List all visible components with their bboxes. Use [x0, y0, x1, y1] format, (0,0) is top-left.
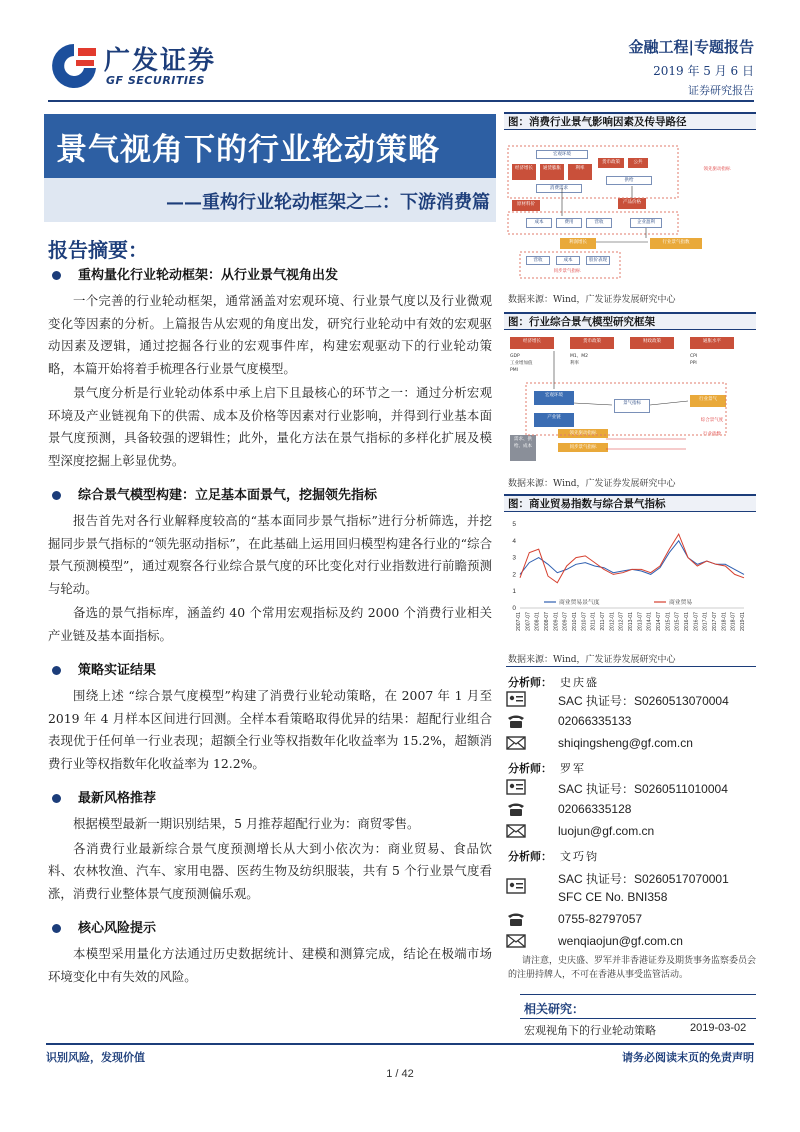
id-card-icon [506, 878, 526, 894]
x-tick-label: 2018-01 [721, 612, 728, 632]
id-card-icon [506, 691, 526, 707]
footer-divider [46, 1043, 754, 1045]
diagram-node: 营收 [586, 218, 612, 228]
y-tick-label: 5 [512, 521, 516, 528]
diagram-node: 通货膨胀 [540, 164, 564, 180]
paragraph: 备选的景气指标库，涵盖约 40 个常用宏观指标及约 2000 个消费行业相关产业链及基本面指标。 [48, 605, 492, 643]
x-tick-label: 2012-01 [609, 612, 616, 632]
diagram-label: 同步景气指标 [553, 269, 581, 274]
mail-icon [506, 823, 526, 839]
footer-disclaimer: 请务必阅读末页的免责声明 [622, 1051, 754, 1064]
diagram-node: 通胀水平 [690, 337, 734, 349]
x-tick-label: 2015-07 [674, 612, 681, 632]
section-heading: 综合景气模型构建：立足基本面景气，挖掘领先指标 [48, 484, 492, 508]
diagram-label: M1、M2 利率 [570, 354, 588, 366]
diagram-label: CPI PPI [690, 354, 698, 366]
related-report-date: 2019-03-02 [690, 1022, 747, 1034]
legend-label: 商业贸易景气度 [559, 600, 600, 606]
paragraph: 报告首先对各行业解释度较高的“基本面同步景气指标”进行分析筛选，并挖掘同步景气指标的“领先驱动指标”，在此基础上运用回归模型构建各行业的“综合景气预测模型”，通过观察各行业综合景气度的环比变化对行业指数进行前瞻预测与轮动。 [48, 513, 492, 596]
y-tick-label: 2 [512, 571, 516, 579]
x-tick-label: 2014-07 [656, 612, 662, 632]
diagram-node: 行业景气指数 [650, 238, 702, 249]
diagram-node: 经济增长 [510, 337, 554, 349]
report-title: 景气视角下的行业轮动策略 [56, 132, 440, 168]
figure-1-title: 图：消费行业景气影响因素及传导路径 [504, 112, 756, 130]
x-tick-label: 2010-07 [581, 612, 588, 632]
diagram-node: 利率 [568, 164, 592, 180]
paragraph: 各消费行业最新综合景气度预测增长从大到小依次为：商业贸易、食品饮料、农林牧渔、汽车、家用电器、医药生物及纺织服装，共有 5 个行业景气度看涨，消费行业整体景气度预测偏乐观。 [48, 840, 492, 901]
analyst-heading: 分析师： 史庆盛 [508, 676, 599, 689]
phone-icon [506, 713, 526, 729]
diagram-node: 景气指标 [614, 399, 650, 413]
diagram-node: 行业景气 [690, 395, 726, 407]
report-subtitle: ——重构行业轮动框架之二：下游消费篇 [166, 192, 490, 213]
figure-3-source: 数据来源：Wind，广发证券发展研究中心 [508, 655, 676, 665]
diagram-node: 费用 [556, 218, 582, 228]
diagram-label: 领先驱动指标 [703, 167, 731, 172]
diagram-arrows [506, 142, 756, 287]
paragraph: 景气度分析是行业轮动体系中承上启下且最核心的环节之一：通过分析宏观环境及产业链视角下的供需、成本及价格等因素对行业影响，并得到行业基本面景气度预测，具备较强的逻辑性；此外，量化方法在景气指标的多样化扩展及模型深度挖掘上彰显优势。 [48, 385, 492, 468]
diagram-node: 宏观环境 [534, 391, 574, 405]
section-heading: 核心风险提示 [48, 917, 492, 941]
header-divider [48, 100, 754, 102]
report-type: 证券研究报告 [688, 84, 754, 97]
figure-1-source: 数据来源：Wind，广发证券发展研究中心 [508, 295, 676, 305]
diagram-node: 成本 [526, 218, 552, 228]
phone-icon [506, 911, 526, 927]
x-tick-label: 2015-01 [665, 612, 672, 632]
bullet-icon [52, 666, 61, 675]
diagram-node: 货币政策 [570, 337, 614, 349]
logo-chinese-name: 广发证券 [104, 46, 217, 76]
section-heading: 重构量化行业轮动框架：从行业景气视角出发 [48, 264, 492, 288]
bullet-icon [52, 924, 61, 933]
x-tick-label: 2013-07 [637, 612, 644, 632]
paragraph: 根据模型最新一期识别结果，5 月推荐超配行业为：商贸零售。 [73, 816, 420, 831]
bullet-icon [52, 491, 61, 500]
y-tick-label: 0 [512, 605, 516, 612]
x-tick-label: 2017-07 [712, 612, 718, 632]
diagram-node: 消费需求 [536, 184, 582, 193]
x-tick-label: 2018-07 [730, 612, 737, 632]
diagram-node: 需求、供给、成本 [510, 435, 536, 461]
diagram-node: 利润增长 [560, 238, 596, 249]
x-tick-label: 2009-07 [562, 612, 569, 632]
figure-3-title: 图：商业贸易指数与综合景气指标 [504, 494, 756, 512]
analyst-heading: 分析师： 罗军 [508, 762, 586, 775]
diagram-arrows [506, 333, 756, 473]
x-tick-label: 2011-01 [590, 612, 597, 631]
diagram-node: 同步景气指标 [558, 443, 608, 452]
paragraph: 围绕上述 “综合景气度模型”构建了消费行业轮动策略，在 2007 年 1 月至 2019 年 4 月样本区间进行回测。全样本看策略取得优异的结果：超配行业组合表现优于任何单一行业表现；超额全行业等权指数年化收益率为 15.2%，超额消费行业等权指数年化收益率为 12.2%。 [48, 688, 492, 771]
diagram-node: 企业盈利 [630, 218, 662, 228]
bullet-icon [52, 794, 61, 803]
y-tick-label: 3 [512, 554, 516, 562]
summary-body [48, 264, 492, 988]
related-divider [520, 1018, 756, 1019]
diagram-label: GDP 工业增加值 PMI [510, 354, 533, 373]
y-tick-label: 4 [512, 537, 516, 545]
id-card-icon [506, 779, 526, 795]
report-category: 金融工程|专题报告 [628, 38, 754, 56]
diagram-node: 宏观环境 [536, 150, 588, 159]
diagram-node: 原材料价 [512, 200, 540, 211]
section-heading: 策略实证结果 [48, 659, 492, 683]
series-line [520, 534, 744, 583]
x-tick-label: 2007-01 [516, 612, 522, 632]
regulatory-note: 请注意，史庆盛、罗军并非香港证券及期货事务监察委员会的注册持牌人，不可在香港从事受监管活动。 [508, 956, 757, 980]
logo-english-name: GF SECURITIES [106, 74, 205, 87]
gf-logo-icon [48, 42, 100, 90]
related-report-link[interactable]: 宏观视角下的行业轮动策略 [524, 1024, 656, 1037]
paragraph: 一个完善的行业轮动框架，通常涵盖对宏观环境、行业景气度以及行业微观变化等因素的分析。上篇报告从宏观的角度出发，研究行业轮动中有效的宏观驱动因素及逻辑，通过挖掘各行业的宏观事件库，构建宏观驱动下的行业轮动策略，本篇开始将着手梳理各行业景气度模型。 [48, 293, 492, 376]
x-tick-label: 2014-01 [646, 612, 653, 632]
diagram-node: 营收 [526, 256, 550, 265]
x-tick-label: 2016-07 [693, 612, 700, 632]
x-tick-label: 2012-07 [618, 612, 625, 632]
figure-2-title: 图：行业综合景气模型研究框架 [504, 312, 756, 330]
analyst-heading: 分析师： 文巧钧 [508, 850, 599, 863]
x-tick-label: 2019-01 [740, 612, 746, 632]
diagram-node: 领先驱动指标 [558, 429, 608, 438]
x-tick-label: 2016-01 [684, 612, 690, 632]
diagram-node: 产品价格 [618, 198, 646, 209]
x-tick-label: 2010-01 [572, 612, 578, 632]
figure-2-source: 数据来源：Wind，广发证券发展研究中心 [508, 479, 676, 489]
phone-icon [506, 801, 526, 817]
line-chart [504, 512, 756, 652]
x-tick-label: 2007-07 [525, 612, 532, 632]
related-heading: 相关研究： [524, 1002, 585, 1016]
section-heading: 最新风格推荐 [48, 787, 492, 811]
diagram-node: 货币政策 [598, 158, 624, 168]
diagram-label: 行业指数 [703, 432, 721, 437]
x-tick-label: 2011-07 [600, 612, 606, 631]
related-divider [520, 994, 756, 995]
x-tick-label: 2008-07 [544, 612, 550, 632]
page-number: 1 / 42 [386, 1068, 414, 1080]
diagram-node: 股价表现 [586, 256, 610, 265]
mail-icon [506, 735, 526, 751]
x-tick-label: 2008-01 [534, 612, 541, 632]
diagram-node: 公共 [628, 158, 648, 168]
figure-divider [506, 666, 756, 667]
x-tick-label: 2013-01 [628, 612, 634, 632]
y-tick-label: 1 [512, 588, 516, 596]
summary-heading: 报告摘要： [48, 238, 148, 262]
bullet-icon [52, 271, 61, 280]
x-tick-label: 2009-01 [553, 612, 560, 632]
report-date: 2019 年 5 月 6 日 [653, 64, 754, 78]
diagram-node: 成本 [556, 256, 580, 265]
diagram-node: 供给 [606, 176, 652, 185]
paragraph: 本模型采用量化方法通过历史数据统计、建模和测算完成，结论在极端市场环境变化中有失效的风险。 [48, 946, 492, 984]
mail-icon [506, 933, 526, 949]
diagram-node: 财政政策 [630, 337, 674, 349]
diagram-node: 经济增长 [512, 164, 536, 180]
diagram-label: 综合景气度 [700, 418, 724, 423]
footer-slogan: 识别风险，发现价值 [46, 1051, 145, 1064]
x-tick-label: 2017-01 [702, 612, 709, 632]
legend-label: 商业贸易 [669, 600, 693, 606]
figure-1-diagram [506, 142, 756, 287]
diagram-node: 产业链 [534, 413, 574, 427]
figure-2-diagram [506, 333, 756, 473]
